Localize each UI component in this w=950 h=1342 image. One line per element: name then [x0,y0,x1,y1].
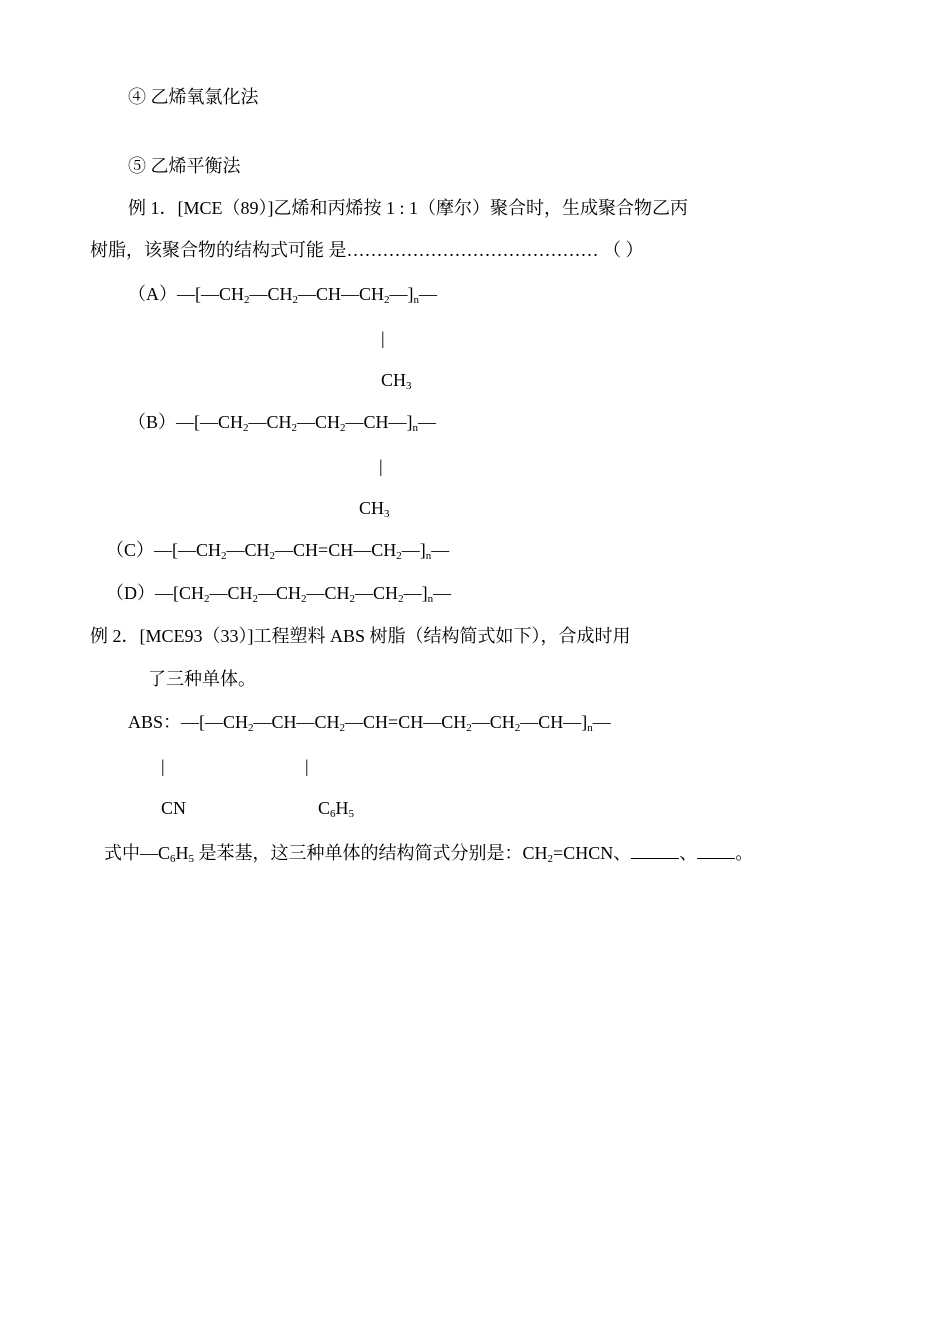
example-2-question-cont: 了三种单体。 [148,669,256,689]
example-2-question: 例 2．[MCE93（33）]工程塑料 ABS 树脂（结构简式如下），合成时用 [90,626,631,646]
option-b-formula: $—[—CH_2—CH_2—CH_2—CH—]_n—$ [176,412,437,434]
example-1-question-cont: 树脂，该聚合物的结构式可能 是…………………………………… （ ） [90,240,644,260]
option-a-label: （A） [128,284,177,304]
option-d [106,581,451,605]
final-prefix: 式中$—C_6H_5$ 是苯基，这三种单体的结构简式分别是：$CH_2=CHCN$、 [104,843,632,865]
example-1-question: 例 1．[MCE（89）]乙烯和丙烯按 1 : 1（摩尔）聚合时，生成聚合物乙丙 [128,198,688,218]
option-a-branch-bar: | [381,328,385,348]
answer-blank-2[interactable] [697,840,735,859]
answer-blank-1[interactable] [631,840,679,859]
option-c-formula: $—[—CH_2—CH_2—CH=CH—CH_2—]_n—$ [154,540,450,562]
line-ethylene-oxychlorination: ④ 乙烯氧氯化法 [128,87,259,107]
final-end: 。 [735,843,754,863]
option-b-branch-bar: | [379,456,383,476]
final-separator: 、 [679,843,698,863]
option-b-branch-ch3: $CH_3$ [359,498,390,520]
abs-branch-cn: CN [161,798,187,818]
abs-label: ABS： [128,712,182,732]
option-d-label: （D） [106,583,155,603]
abs-formula-line [128,710,611,734]
option-d-formula: $—[CH_2—CH_2—CH_2—CH_2—CH_2—]_n—$ [155,583,452,605]
option-c [106,538,449,562]
abs-branch-bar-1: | [161,756,165,776]
abs-formula: $—[—CH_2—CH—CH_2—CH=CH—CH_2—CH_2—CH—]_n—$ [181,712,611,734]
option-c-label: （C） [106,540,155,560]
line-ethylene-balance: ⑤ 乙烯平衡法 [128,156,241,176]
abs-branch-c6h5: $C_6H_5$ [318,798,355,820]
final-question-line [104,840,753,865]
option-a-formula: $—[—CH_2—CH_2—CH—CH_2—]_n—$ [177,284,438,306]
option-b [128,410,436,434]
option-b-label: （B） [128,412,177,432]
option-a [128,282,437,306]
abs-branch-bar-2: | [305,756,309,776]
option-a-branch-ch3: $CH_3$ [381,370,412,392]
